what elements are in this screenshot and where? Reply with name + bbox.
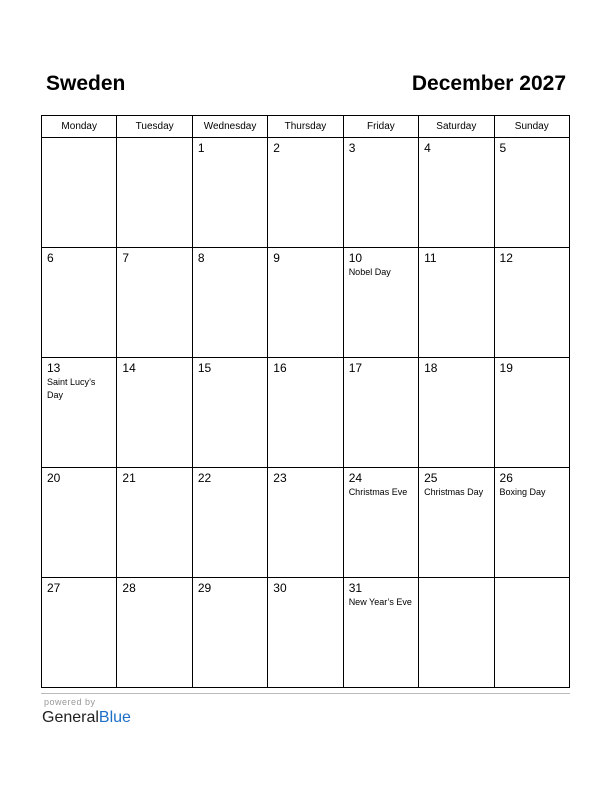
day-number: 24: [348, 471, 363, 485]
holiday-label: Christmas Eve: [348, 487, 408, 497]
brand-general-text: General: [42, 709, 99, 726]
day-cell[interactable]: [343, 138, 418, 248]
day-number: 23: [273, 471, 287, 485]
day-cell[interactable]: [192, 468, 267, 578]
day-cell[interactable]: [42, 138, 117, 248]
day-cell[interactable]: [268, 468, 343, 578]
day-cell[interactable]: [343, 578, 418, 688]
day-number: 25: [424, 471, 438, 485]
day-number: 18: [424, 361, 438, 375]
day-number: 6: [47, 251, 54, 265]
holiday-label: New Year’s Eve: [348, 597, 412, 607]
day-cell[interactable]: [419, 138, 494, 248]
day-cell[interactable]: [419, 468, 494, 578]
day-number: 15: [197, 361, 212, 375]
day-cell[interactable]: [117, 248, 192, 358]
day-cell[interactable]: [268, 248, 343, 358]
day-number: 30: [273, 581, 287, 595]
day-cell[interactable]: [419, 578, 494, 688]
weekday-header: Friday: [343, 116, 418, 138]
day-cell[interactable]: [419, 248, 494, 358]
holiday-label: Boxing Day: [499, 487, 546, 497]
day-number: 22: [197, 471, 212, 485]
week-row: [42, 578, 570, 688]
day-cell[interactable]: [42, 248, 117, 358]
day-number: 28: [122, 581, 136, 595]
day-cell[interactable]: [494, 138, 569, 248]
day-cell[interactable]: [192, 358, 267, 468]
holiday-label: Nobel Day: [348, 267, 391, 277]
day-number: 19: [499, 361, 513, 375]
weekday-header: Monday: [42, 116, 117, 138]
day-number: 13: [47, 361, 61, 375]
calendar-body: [42, 138, 570, 688]
day-cell[interactable]: [343, 248, 418, 358]
week-row: [42, 358, 570, 468]
day-number: 5: [499, 141, 507, 155]
day-cell[interactable]: [192, 138, 267, 248]
day-number: 2: [273, 141, 280, 155]
day-cell[interactable]: [268, 578, 343, 688]
day-number: 12: [499, 251, 513, 265]
calendar-grid: [41, 115, 570, 688]
day-number: 10: [348, 251, 363, 265]
day-cell[interactable]: [494, 578, 569, 688]
holiday-label: Christmas Day: [424, 487, 484, 497]
day-number: 7: [122, 251, 130, 265]
day-number: 27: [47, 581, 61, 595]
day-cell[interactable]: [494, 358, 569, 468]
day-cell[interactable]: [117, 138, 192, 248]
day-cell[interactable]: [42, 358, 117, 468]
day-cell[interactable]: [192, 578, 267, 688]
weekday-header: Saturday: [419, 116, 494, 138]
day-number: 8: [197, 251, 205, 265]
holiday-label: Saint Lucy’s Day: [47, 377, 96, 400]
day-number: 16: [273, 361, 287, 375]
day-cell[interactable]: [268, 138, 343, 248]
country-title: Sweden: [46, 72, 126, 95]
day-cell[interactable]: [42, 468, 117, 578]
weekday-header: Wednesday: [192, 116, 267, 138]
powered-by-label: powered by: [44, 697, 96, 707]
day-cell[interactable]: [117, 578, 192, 688]
day-number: 9: [273, 251, 280, 265]
day-cell[interactable]: [117, 358, 192, 468]
weekday-header-row: [42, 116, 570, 138]
day-number: 20: [47, 471, 61, 485]
day-cell[interactable]: [343, 468, 418, 578]
footer-divider: [41, 693, 570, 694]
day-cell[interactable]: [42, 578, 117, 688]
day-cell[interactable]: [494, 468, 569, 578]
day-number: 4: [424, 141, 431, 155]
weekday-header: Sunday: [494, 116, 569, 138]
day-number: 11: [424, 251, 437, 265]
day-cell[interactable]: [117, 468, 192, 578]
weekday-header: Tuesday: [117, 116, 192, 138]
day-cell[interactable]: [494, 248, 569, 358]
weekday-header: Thursday: [268, 116, 343, 138]
week-row: [42, 248, 570, 358]
generalblue-logo[interactable]: [42, 708, 131, 728]
week-row: [42, 138, 570, 248]
day-number: 3: [348, 141, 356, 155]
day-number: 29: [197, 581, 212, 595]
week-row: [42, 468, 570, 578]
month-year-title: December 2027: [411, 72, 566, 95]
day-number: 14: [122, 361, 136, 375]
brand-blue-text: Blue: [98, 709, 131, 726]
day-number: 26: [499, 471, 513, 485]
day-cell[interactable]: [192, 248, 267, 358]
day-cell[interactable]: [268, 358, 343, 468]
day-cell[interactable]: [419, 358, 494, 468]
day-number: 17: [348, 361, 363, 375]
day-number: 1: [197, 141, 205, 155]
day-cell[interactable]: [343, 358, 418, 468]
day-number: 31: [348, 581, 363, 595]
day-number: 21: [122, 471, 136, 485]
